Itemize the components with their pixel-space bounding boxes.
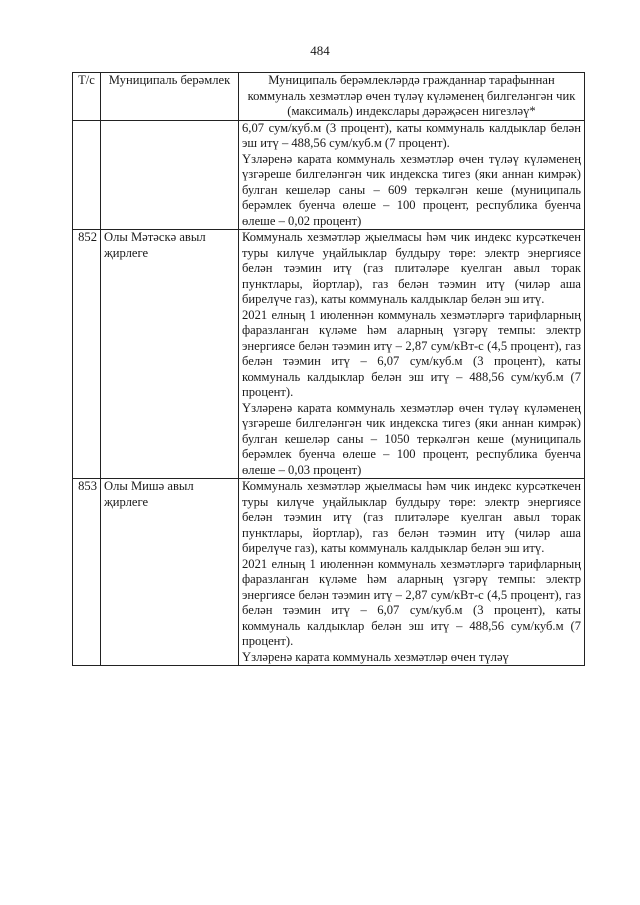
table-row: [73, 120, 585, 230]
municipal-tariff-table: [72, 72, 585, 666]
row-municipality: Олы Мәтәскә авыл җирлеге: [101, 230, 239, 479]
table-row: [73, 479, 585, 666]
row-paragraph: 2021 елның 1 июленнән коммуналь хезмәтләргә тарифларның фаразланган күләме һәм аларның үзгәрү темпы: электр энергиясе белән тәэмин итү – 2,87 сум/кВт-с (4,5 процент), газ белән тәэмин итү – 6,07 сум/куб.м (3 процент), каты коммуналь калдыклар белән эш итү – 488,56 сум/куб.м (7 процент).: [242, 556, 581, 648]
row-num: [73, 120, 101, 230]
page-number: 484: [310, 43, 330, 58]
header-description: Муниципаль берәмлекләрдә гражданнар тарафыннан коммуналь хезмәтләр өчен түләү күләменең билгеләнгән чик (максималь) индекслары дәрәҗәсен нигезләү*: [239, 73, 585, 121]
row-description: [239, 120, 585, 230]
row-num: 853: [73, 479, 101, 666]
row-paragraph: Үзләренә карата коммуналь хезмәтләр өчен түләү күләменең үзгәреше билгеләнгән чик индекска тигез (яки аннан кимрәк) булган кешеләр саны – 1050 теркәлгән кеше (муниципаль берәмлек буенча өлеше – 100 процент, республика буенча өлеше – 0,03 процент): [242, 400, 581, 477]
row-num: 852: [73, 230, 101, 479]
header-municipality: Муниципаль берәмлек: [101, 73, 239, 121]
header-num: Т/с: [73, 73, 101, 121]
row-description: [239, 230, 585, 479]
row-description: [239, 479, 585, 666]
row-paragraph: Коммуналь хезмәтләр җыелмасы һәм чик индекс курсәткечен туры килүче уңайлыклар булдыру төре: электр энергиясе белән тәэмин итү (газ плитәләре куелган авыл торак пунктлары, йортлар), газ белән тәэмин итү (чиләр аша бирелүче газ), каты коммуналь калдыклар белән эш итү.: [242, 230, 581, 306]
row-municipality: Олы Мишә авыл җирлеге: [101, 479, 239, 666]
table-header-row: [73, 73, 585, 121]
table-row: [73, 230, 585, 479]
row-municipality: [101, 120, 239, 230]
row-paragraph: 2021 елның 1 июленнән коммуналь хезмәтләргә тарифларның фаразланган күләме һәм аларның үзгәрү темпы: электр энергиясе белән тәэмин итү – 2,87 сум/кВт-с (4,5 процент), газ белән тәэмин итү – 6,07 сум/куб.м (3 процент), каты коммуналь калдыклар белән эш итү – 488,56 сум/куб.м (7 процент).: [242, 307, 581, 399]
row-paragraph: 6,07 сум/куб.м (3 процент), каты коммуналь калдыклар белән эш итү – 488,56 сум/куб.м (7 процент).: [242, 120, 581, 150]
row-paragraph: Коммуналь хезмәтләр җыелмасы һәм чик индекс курсәткечен туры килүче уңайлыклар булдыру төре: электр энергиясе белән тәэмин итү (газ плитәләре куелган авыл торак пунктлары, йортлар), газ белән тәэмин итү (чиләр аша бирелүче газ), каты коммуналь калдыклар белән эш итү.: [242, 479, 581, 555]
row-paragraph: Үзләренә карата коммуналь хезмәтләр өчен түләү: [242, 649, 509, 664]
row-paragraph: Үзләренә карата коммуналь хезмәтләр өчен түләү күләменең үзгәреше билгеләнгән чик индекска тигез (яки аннан кимрәк) булган кешеләр саны – 609 теркәлгән кеше (муниципаль берәмлек буенча өлеше – 100 процент, республика буенча өлеше – 0,02 процент): [242, 151, 581, 228]
